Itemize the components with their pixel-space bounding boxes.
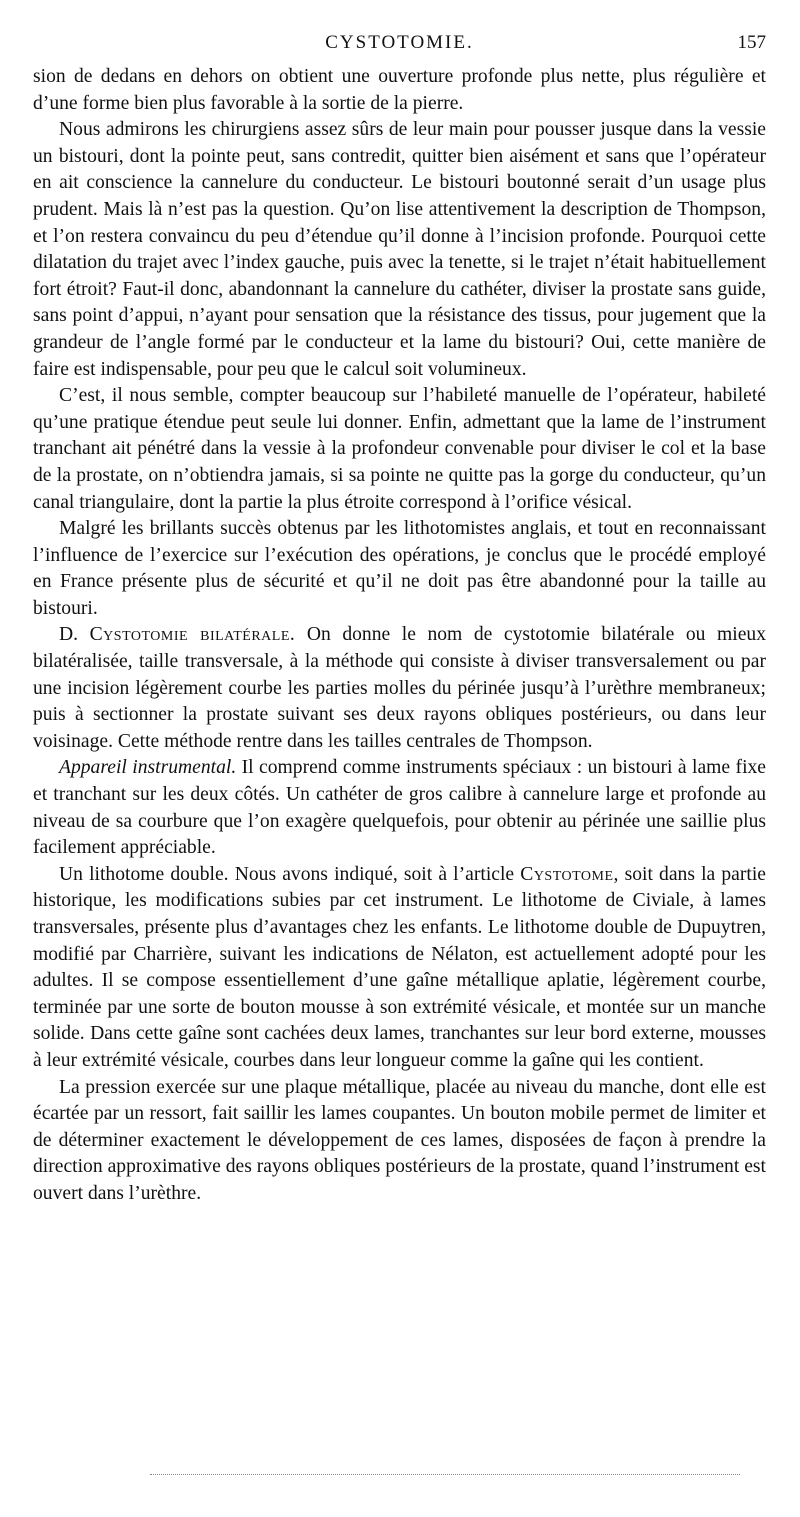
body-text [33,64,766,1208]
page [33,28,766,1208]
paragraph-2: Nous admirons les chirurgiens assez sûrs de leur main pour pousser jusque dans la vessie un bistouri, dont la pointe peut, sans contredit, quitter bien aisément et sans que l’opérateur en ait conscience la cannelure du conducteur. Le bistouri boutonné serait d’un usage plus prudent. Mais là n’est pas la question. Qu’on lise attentivement la description de Thompson, et l’on restera convaincu du peu d’étendue qu’il donne à l’incision profonde. Pourquoi cette dilatation du trajet avec l’index gauche, puis avec la tenette, si le trajet n’était habituellement fort étroit? Faut-il donc, abandonnant la cannelure du cathéter, diviser la prostate sans guide, sans point d’appui, n’ayant pour sensation que la résistance des tissus, pour jugement que la grandeur de l’angle formé par le conducteur et la lame du bistouri? Oui, cette manière de faire est indispensable, pour peu que le calcul soit volumineux. [33,119,766,380]
paragraph-7-text-before: Un lithotome double. Nous avons indiqué, soit à l’article [59,863,521,885]
paragraph-6-text: Il comprend comme instruments spéciaux : un bistouri à lame fixe et tranchant sur les deux côtés. Un cathéter de gros calibre à cannelure large et profonde au niveau de sa courbure que l’on exagère quelquefois, pour obtenir au périnée une saillie plus facilement appréciable. [33,757,767,859]
cross-reference-cystotome: Cystotome [520,863,614,885]
section-letter: D. [59,624,90,646]
footer-divider [150,1474,740,1475]
running-title: CYSTOTOMIE. [325,32,474,53]
paragraph-1: sion de dedans en dehors on obtient une ouverture profonde plus nette, plus régulière et d’une forme bien plus favorable à la sortie de la pierre. [33,66,766,114]
page-number: 157 [737,32,766,53]
section-heading-bilaterale: Cystotomie bilatérale. [89,624,296,646]
paragraph-6 [33,755,766,861]
paragraph-3: C’est, il nous semble, compter beaucoup sur l’habileté manuelle de l’opérateur, habileté qu’une pratique étendue peut seule lui donner. Enfin, admettant que la lame de l’instrument tranchant ait pénétré dans la vessie à la profondeur convenable pour diviser le col et la base de la prostate, on n’obtiendra jamais, si sa pointe ne quitte pas la gorge du conducteur, qu’un canal triangulaire, dont la partie la plus étroite correspond à l’orifice vésical. [33,385,766,513]
paragraph-7 [33,862,766,1075]
paragraph-5 [33,622,766,755]
running-head [33,28,766,64]
paragraph-4: Malgré les brillants succès obtenus par les lithotomistes anglais, et tout en reconnaissant l’influence de l’exercice sur l’exécution des opérations, je conclus que le procédé employé en France présente plus de sécurité et qu’il ne doit pas être abandonné pour la taille au bistouri. [33,518,766,619]
subheading-appareil-instrumental: Appareil instrumental. [59,757,237,779]
paragraph-8: La pression exercée sur une plaque métallique, placée au niveau du manche, dont elle est écartée par un ressort, fait saillir les lames coupantes. Un bouton mobile permet de limiter et de déterminer exactement le développement de ces lames, disposées de façon à prendre la direction approximative des rayons obliques postérieurs de la prostate, quand l’instrument est ouvert dans l’urèthre. [33,1076,766,1204]
paragraph-7-text-after: , soit dans la partie historique, les modifications subies par cet instrument. Le lithotome de Civiale, à lames transversales, présente plus d’avantages chez les enfants. Le lithotome double de Dupuytren, modifié par Charrière, suivant les indications de Nélaton, est actuellement adopté pour les adultes. Il se compose essentiellement d’une gaîne métallique aplatie, légèrement courbe, terminée par une sorte de bouton mousse à son extrémité vésicale, et montée sur un manche solide. Dans cette gaîne sont cachées deux lames, tranchantes sur leur bord externe, mousses à leur extrémité vésicale, courbes dans leur longueur comme la gaîne qui les contient. [33,863,766,1071]
paragraph-5-text: On donne le nom de cystotomie bilatérale ou mieux bilatéralisée, taille transversale, à la méthode qui consiste à diviser transversalement ou par une incision légèrement courbe les parties molles du périnée jusqu’à l’urèthre membraneux; puis à sectionner la prostate suivant ses deux rayons obliques postérieurs, ou dans leur voisinage. Cette méthode rentre dans les tailles centrales de Thompson. [33,624,766,752]
